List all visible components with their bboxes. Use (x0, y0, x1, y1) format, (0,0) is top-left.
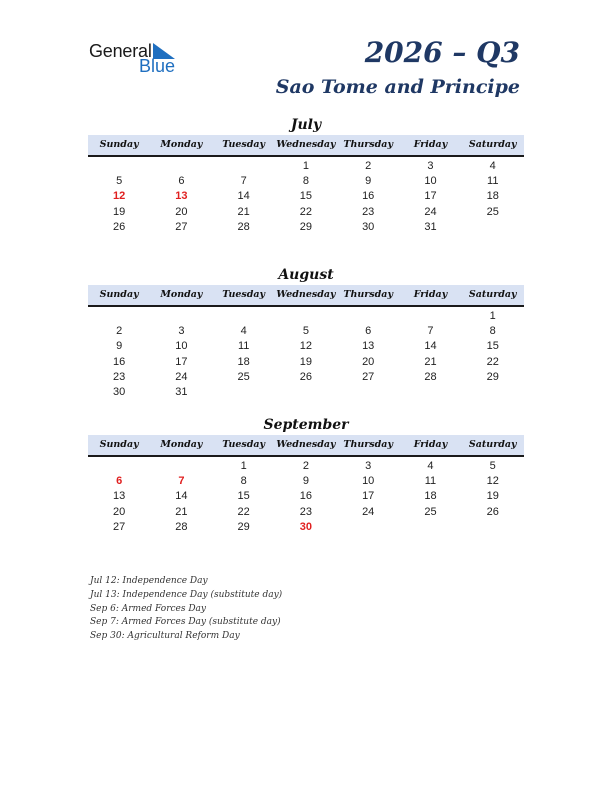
country-subtitle: Sao Tome and Principe (275, 76, 520, 98)
day-cell (150, 459, 212, 474)
week-row (88, 220, 524, 235)
logo-text-general: General (89, 41, 152, 61)
weekday-label: Friday (413, 139, 448, 150)
day-cell: 25 (237, 370, 250, 383)
day-cell: 9 (365, 175, 372, 188)
day-cell: 13 (362, 340, 375, 353)
month-july (88, 115, 524, 235)
day-cell: 18 (237, 355, 250, 368)
day-cell: 12 (299, 340, 313, 353)
day-cell (88, 309, 150, 324)
day-cell: 8 (302, 175, 309, 188)
day-cell: 17 (175, 355, 188, 368)
day-cell: 23 (299, 505, 313, 518)
month-name: September (263, 417, 349, 433)
day-cell: 6 (365, 325, 372, 338)
day-cell: 31 (424, 220, 437, 233)
holiday-note: Sep 7: Armed Forces Day (substitute day) (90, 617, 281, 628)
day-cell: 15 (299, 190, 313, 203)
weekday-label: Thursday (343, 439, 393, 450)
day-cell: 8 (489, 325, 496, 338)
day-cell: 12 (486, 475, 499, 488)
day-cell (462, 220, 524, 235)
day-cell: 10 (424, 175, 437, 188)
day-cell: 14 (424, 340, 437, 353)
weekday-label: Friday (413, 439, 448, 450)
day-cell (337, 309, 399, 324)
day-cell (275, 309, 337, 324)
weekday-label: Tuesday (222, 139, 266, 150)
weekday-label: Friday (413, 289, 448, 300)
day-cell: 15 (237, 490, 250, 503)
week-row (88, 189, 524, 204)
weekday-label: Saturday (468, 289, 517, 300)
day-cell: 22 (299, 205, 313, 218)
day-cell: 3 (178, 325, 185, 338)
day-cell: 2 (365, 160, 372, 172)
day-cell: 4 (489, 160, 496, 172)
page-title: 2026 – Q3 (364, 36, 520, 69)
day-cell (275, 385, 337, 400)
day-cell: 17 (362, 490, 375, 503)
weekday-label: Monday (160, 139, 203, 150)
week-row (88, 459, 524, 474)
day-cell: 29 (237, 520, 250, 533)
day-cell: 25 (424, 505, 437, 518)
day-cell: 20 (362, 355, 375, 368)
weekday-label: Tuesday (222, 289, 266, 300)
day-cell: 8 (240, 475, 247, 488)
day-cell: 20 (113, 505, 126, 518)
day-cell (88, 159, 150, 174)
week-row (88, 355, 524, 370)
day-cell: 10 (175, 340, 188, 353)
day-cell: 15 (486, 340, 499, 353)
weekday-label: Saturday (468, 139, 517, 150)
weekday-label: Sunday (99, 289, 139, 300)
day-grid (88, 457, 524, 535)
week-row (88, 309, 524, 324)
day-grid (88, 307, 524, 400)
day-cell: 13 (113, 490, 126, 503)
day-grid (88, 157, 524, 235)
day-cell: 21 (237, 205, 250, 218)
day-cell (399, 385, 461, 400)
day-cell: 19 (486, 490, 499, 503)
day-cell: 3 (427, 160, 434, 172)
day-cell: 22 (486, 355, 499, 368)
day-cell: 30 (113, 385, 126, 398)
month-september (88, 415, 524, 535)
day-cell: 31 (175, 385, 188, 398)
day-cell: 26 (486, 505, 499, 518)
holiday-day-cell: 7 (178, 475, 185, 488)
month-name: July (290, 117, 322, 133)
day-cell: 26 (299, 370, 313, 383)
holiday-day-cell: 12 (113, 190, 126, 203)
weekday-label: Sunday (99, 439, 139, 450)
day-cell: 29 (486, 370, 499, 383)
weekday-header (88, 435, 524, 457)
weekday-label: Wednesday (276, 439, 336, 450)
holiday-day-cell: 30 (299, 520, 313, 533)
day-cell: 11 (487, 175, 499, 188)
day-cell: 5 (116, 175, 123, 188)
day-cell (462, 520, 524, 535)
day-cell (88, 459, 150, 474)
holiday-day-cell: 13 (175, 190, 188, 203)
week-row (88, 174, 524, 189)
day-cell: 11 (424, 475, 437, 488)
day-cell: 21 (424, 355, 437, 368)
day-cell: 19 (113, 205, 126, 218)
holiday-note: Sep 30: Agricultural Reform Day (90, 631, 240, 642)
weekday-label: Wednesday (276, 139, 336, 150)
day-cell (150, 159, 212, 174)
day-cell: 23 (113, 370, 126, 383)
day-cell: 29 (299, 220, 313, 233)
month-name: August (278, 267, 334, 283)
day-cell: 21 (175, 505, 188, 518)
weekday-header (88, 135, 524, 157)
day-cell: 24 (424, 205, 437, 218)
day-cell: 16 (362, 190, 375, 203)
day-cell (337, 520, 399, 535)
day-cell (462, 385, 524, 400)
day-cell: 18 (486, 190, 499, 203)
day-cell: 20 (175, 205, 188, 218)
week-row (88, 324, 524, 339)
day-cell: 1 (302, 160, 309, 172)
weekday-label: Tuesday (222, 439, 266, 450)
day-cell (213, 385, 275, 400)
weekday-label: Wednesday (276, 289, 336, 300)
weekday-label: Monday (160, 439, 203, 450)
week-row (88, 474, 524, 489)
generalblue-logo (89, 40, 189, 76)
day-cell: 24 (175, 370, 188, 383)
holiday-note: Jul 13: Independence Day (substitute day) (90, 589, 283, 600)
day-cell: 27 (362, 370, 375, 383)
weekday-label: Thursday (343, 289, 393, 300)
day-cell (399, 520, 461, 535)
day-cell: 28 (175, 520, 188, 533)
day-cell: 9 (302, 475, 309, 488)
day-cell: 27 (113, 520, 126, 533)
day-cell: 10 (362, 475, 375, 488)
day-cell (150, 309, 212, 324)
day-cell: 7 (240, 175, 247, 188)
month-august (88, 265, 524, 400)
weekday-header (88, 285, 524, 307)
day-cell (337, 385, 399, 400)
holiday-note: Jul 12: Independence Day (90, 576, 208, 586)
day-cell: 19 (299, 355, 313, 368)
day-cell: 5 (302, 325, 309, 338)
day-cell: 7 (427, 325, 434, 338)
weekday-label: Monday (160, 289, 203, 300)
day-cell (213, 159, 275, 174)
week-row (88, 385, 524, 400)
day-cell (213, 309, 275, 324)
day-cell: 22 (237, 505, 250, 518)
week-row (88, 205, 524, 220)
weekday-label: Sunday (99, 139, 139, 150)
weekday-label: Thursday (343, 139, 393, 150)
day-cell: 2 (302, 460, 309, 472)
day-cell (399, 309, 461, 324)
holiday-notes (90, 575, 282, 644)
weekday-label: Saturday (468, 439, 517, 450)
week-row (88, 159, 524, 174)
logo-text-blue: Blue (139, 56, 176, 76)
day-cell: 30 (362, 220, 375, 233)
day-cell: 14 (237, 190, 250, 203)
day-cell: 25 (486, 205, 499, 218)
day-cell: 28 (237, 220, 250, 233)
week-row (88, 505, 524, 520)
week-row (88, 489, 524, 504)
day-cell: 18 (424, 490, 437, 503)
day-cell: 4 (427, 460, 434, 472)
day-cell: 4 (240, 325, 247, 338)
day-cell: 17 (424, 190, 437, 203)
day-cell: 5 (489, 460, 496, 472)
week-row (88, 520, 524, 535)
day-cell: 11 (237, 340, 250, 353)
day-cell: 9 (116, 340, 123, 353)
day-cell: 2 (116, 325, 123, 338)
day-cell: 16 (299, 490, 313, 503)
day-cell: 26 (113, 220, 126, 233)
day-cell: 16 (113, 355, 126, 368)
week-row (88, 339, 524, 354)
day-cell: 1 (489, 310, 496, 322)
day-cell: 6 (178, 175, 185, 188)
week-row (88, 370, 524, 385)
day-cell: 24 (362, 505, 375, 518)
holiday-day-cell: 6 (116, 475, 123, 488)
day-cell: 14 (175, 490, 188, 503)
day-cell: 1 (240, 460, 247, 472)
day-cell: 27 (175, 220, 188, 233)
holiday-note: Sep 6: Armed Forces Day (90, 603, 207, 614)
day-cell: 23 (362, 205, 375, 218)
day-cell: 28 (424, 370, 437, 383)
day-cell: 3 (365, 460, 372, 472)
